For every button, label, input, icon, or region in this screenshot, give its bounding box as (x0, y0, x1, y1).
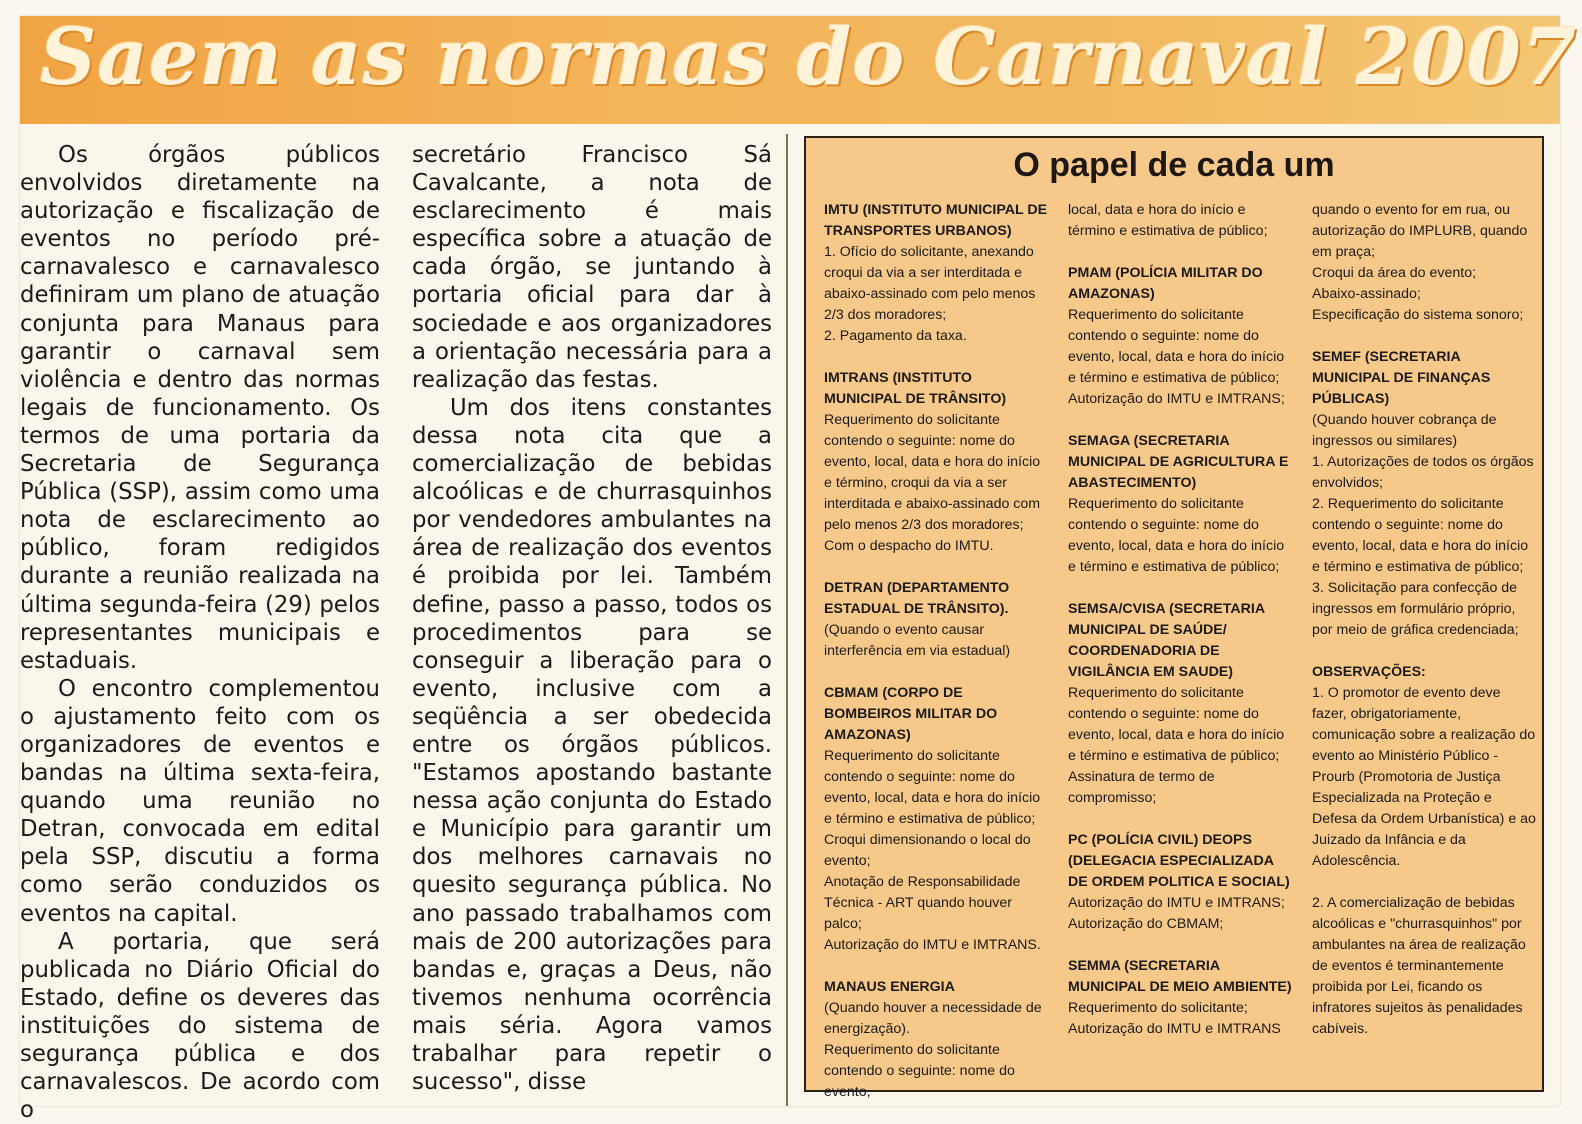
section-heading: SEMEF (SECRETARIA MUNICIPAL DE FINANÇAS PÚBLICAS) (1312, 349, 1491, 407)
article-paragraph: secretário Francisco Sá Cavalcante, a nota de esclarecimento é mais específica sobre a atuação de cada órgão, se juntando à portaria oficial para dar à sociedade e aos organizadores a orientação necessária para a realização das festas. (412, 142, 772, 393)
box-column-3 (1312, 200, 1538, 1080)
article-paragraph: O encontro complementou o ajustamento feito com os organizadores de eventos e bandas na última sexta-feira, quando uma reunião no Detran, convocada em edital pela SSP, discutiu a forma como serão conduzidos os eventos na capital. (20, 675, 380, 927)
section-line: 1. Ofício do solicitante, anexando croqui da via a ser interditada e abaixo-assinado com pelo menos 2/3 dos moradores; (824, 244, 1036, 323)
headline: Saem as normas do Carnaval 2007 (40, 12, 1578, 103)
section-line: Croqui da área do evento; (1312, 265, 1477, 281)
box-section (824, 368, 1050, 557)
section-line: local, data e hora do início e término e estimativa de público; (1068, 202, 1268, 239)
section-line: Autorização do IMTU e IMTRANS. (824, 937, 1041, 953)
section-line: (Quando houver cobrança de ingressos ou similares) (1312, 412, 1497, 449)
section-line: Assinatura de termo de compromisso; (1068, 769, 1215, 806)
article-paragraph: Os órgãos públicos envolvidos diretamente na autorização e fiscalização de eventos no período pré-carnavalesco e carnavalesco definiram um plano de atuação conjunta para Manaus para garantir o carnaval sem violência e dentro das normas legais de funcionamento. Os termos de uma portaria da Secretaria de Segurança Pública (SSP), assim como uma nota de esclarecimento ao público, foram redigidos durante a reunião realizada na última segunda-feira (29) pelos representantes municipais e estaduais. (20, 142, 380, 674)
section-heading: PC (POLÍCIA CIVIL) DEOPS (DELEGACIA ESPECIALIZADA DE ORDEM POLITICA E SOCIAL) (1068, 832, 1290, 890)
section-heading: DETRAN (DEPARTAMENTO ESTADUAL DE TRÂNSITO). (824, 580, 1010, 617)
section-heading: PMAM (POLÍCIA MILITAR DO AMAZONAS) (1068, 265, 1263, 302)
box-section (824, 683, 1050, 956)
section-heading: SEMSA/CVISA (SECRETARIA MUNICIPAL DE SAÚDE/ COORDENADORIA DE VIGILÂNCIA EM SAUDE) (1068, 601, 1265, 680)
box-column-2 (1068, 200, 1294, 1080)
section-line: 2. Requerimento do solicitante contendo o seguinte: nome do evento, local, data e hora do início e término e estimativa de público; (1312, 496, 1529, 575)
newspaper-clipping (20, 12, 1578, 1124)
box-section (1068, 263, 1294, 410)
section-line: 2. Pagamento da taxa. (824, 328, 967, 344)
section-line: (Quando houver a necessidade de energização). (824, 1000, 1042, 1037)
sidebar-box (804, 136, 1544, 1100)
section-line: Requerimento do solicitante contendo o seguinte: nome do evento, local, data e hora do início e término e estimativa de público; (1068, 685, 1285, 764)
section-heading: SEMAGA (SECRETARIA MUNICIPAL DE AGRICULTURA E ABASTECIMENTO) (1068, 433, 1289, 491)
section-line: Requerimento do solicitante contendo o seguinte: nome do evento, (824, 1042, 1015, 1100)
section-line: Autorização do IMTU e IMTRANS (1068, 1021, 1281, 1037)
section-line: Autorização do CBMAM; (1068, 916, 1224, 932)
section-heading: CBMAM (CORPO DE BOMBEIROS MILITAR DO AMAZONAS) (824, 685, 998, 743)
box-section (1068, 431, 1294, 578)
section-line: (Quando o evento causar interferência em via estadual) (824, 622, 1011, 659)
section-line: quando o evento for em rua, ou autorização do IMPLURB, quando em praça; (1312, 202, 1528, 260)
column-divider (786, 134, 788, 1106)
article-column-middle (412, 141, 772, 1101)
section-line: Requerimento do solicitante contendo o seguinte: nome do evento, local, data e hora do início e término e estimativa de público; (1068, 496, 1285, 575)
article-paragraph: Um dos itens constantes dessa nota cita que a comercialização de bebidas alcoólicas e de churrasquinhos por vendedores ambulantes na área de realização dos eventos é proibida por lei. Também define, passo a passo, todos os procedimentos para se conseguir a liberação para o evento, inclusive com a seqüência a ser obedecida entre os órgãos públicos. "Estamos apostando bastante nessa ação conjunta do Estado e Município para garantir um dos melhores carnavais no quesito segurança pública. No ano passado trabalhamos com mais de 200 autorizações para bandas e, graças a Deus, não tivemos nenhuma ocorrência mais séria. Agora vamos trabalhar para repetir o sucesso", disse (412, 394, 772, 1096)
box-section (1068, 956, 1294, 1040)
section-line: Requerimento do solicitante; (1068, 1000, 1248, 1016)
box-section (1068, 200, 1294, 242)
box-section (1312, 200, 1538, 326)
box-section (1068, 599, 1294, 809)
article-column-left (20, 141, 380, 1124)
box-title: O papel de cada um (1013, 146, 1335, 184)
section-heading: MANAUS ENERGIA (824, 979, 955, 995)
section-line: Requerimento do solicitante contendo o seguinte: nome do evento, local, data e hora do início e término e estimativa de público; (824, 748, 1041, 827)
section-heading: SEMMA (SECRETARIA MUNICIPAL DE MEIO AMBIENTE) (1068, 958, 1292, 995)
section-heading: OBSERVAÇÕES: (1312, 664, 1426, 680)
section-line: Autorização do IMTU e IMTRANS; (1068, 895, 1285, 911)
article-paragraph: A portaria, que será publicada no Diário Oficial do Estado, define os deveres das instituições do sistema de segurança pública e dos carnavalescos. De acordo com o (20, 928, 380, 1124)
section-heading: IMTU (INSTITUTO MUNICIPAL DE TRANSPORTES URBANOS) (824, 202, 1048, 239)
box-section (1068, 830, 1294, 935)
section-line: Anotação de Responsabilidade Técnica - ART quando houver palco; (824, 874, 1021, 932)
section-line: 1. Autorizações de todos os órgãos envolvidos; (1312, 454, 1534, 491)
section-line: Requerimento do solicitante contendo o seguinte: nome do evento, local, data e hora do início e término, croqui da via a ser interditada e abaixo-assinado com pelo menos 2/3 dos moradores; (824, 412, 1041, 533)
section-line: Croqui dimensionando o local do evento; (824, 832, 1031, 869)
box-section (1312, 347, 1538, 641)
box-section (1312, 662, 1538, 872)
box-section (1312, 893, 1538, 1040)
section-line: Abaixo-assinado; (1312, 286, 1421, 302)
section-line: 3. Solicitação para confecção de ingressos em formulário próprio, por meio de gráfica credenciada; (1312, 580, 1519, 638)
section-line: Autorização do IMTU e IMTRANS; (1068, 391, 1285, 407)
section-heading: IMTRANS (INSTITUTO MUNICIPAL DE TRÂNSITO) (824, 370, 1007, 407)
section-line: Com o despacho do IMTU. (824, 538, 994, 554)
section-line: Requerimento do solicitante contendo o seguinte: nome do evento, local, data e hora do início e término e estimativa de público; (1068, 307, 1285, 386)
box-section (824, 200, 1050, 347)
section-line: Especificação do sistema sonoro; (1312, 307, 1524, 323)
box-column-1 (824, 200, 1050, 1100)
box-section (824, 977, 1050, 1103)
headline-banner (20, 12, 1578, 124)
section-line: 1. O promotor de evento deve fazer, obrigatoriamente, comunicação sobre a realização do evento ao Ministério Público - Prourb (Promotoria de Justiça Especializada na Proteção e Defesa da Ordem Urbanística) e ao Juizado da Infância e da Adolescência. (1312, 685, 1536, 869)
box-section (824, 578, 1050, 662)
section-line: 2. A comercialização de bebidas alcoólicas e "churrasquinhos" por ambulantes na área de realização de eventos é terminantemente proibida por Lei, ficando os infratores sujeitos às penalidades cabíveis. (1312, 895, 1526, 1037)
